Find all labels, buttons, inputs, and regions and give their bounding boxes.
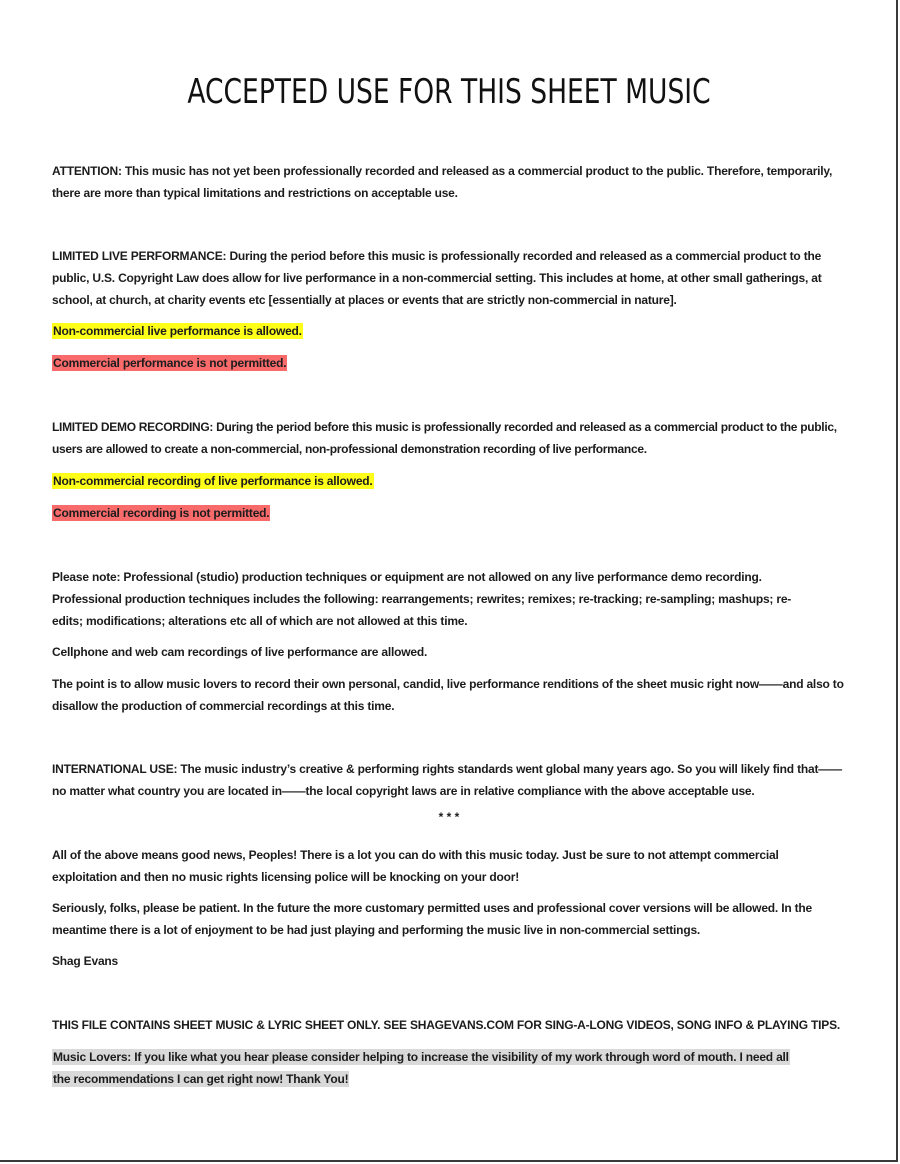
demo-recording-paragraph: LIMITED DEMO RECORDING: During the period before this music is professionally recorded and released as a commercial product to the public, users are allowed to create a non-commercial, non-professional demonstration recording of live performance.	[52, 420, 837, 456]
please-note-paragraph: Please note: Professional (studio) production techniques or equipment are not allowed on any live performance demo recording. Professional production techniques includes the following: rearrangements; rewrites; remixes; re-tracking; re-sampling; mashups; re-edits; modifications; alterations etc all of which are not allowed at this time.	[52, 570, 792, 628]
the-point-paragraph: The point is to allow music lovers to record their own personal, candid, live performance renditions of the sheet music right now——and also to disallow the production of commercial recordings at this time.	[52, 677, 844, 713]
recording-allowed-line	[52, 470, 852, 492]
signature: Shag Evans	[52, 954, 119, 968]
music-lovers-highlight: Music Lovers: If you like what you hear please consider helping to increase the visibility of my work through word of mouth. I need all the recommendations I can get right now! Thank You!	[53, 1050, 789, 1086]
page-title: ACCEPTED USE FOR THIS SHEET MUSIC	[187, 72, 711, 112]
international-use-paragraph: INTERNATIONAL USE: The music industry’s creative & performing rights standards went global many years ago. So you will likely find that——no matter what country you are located in——the local copyright laws are in relative compliance with the above acceptable use.	[52, 762, 842, 798]
cellphone-paragraph: Cellphone and web cam recordings of live performance are allowed.	[52, 645, 428, 659]
live-not-permitted-highlight: Commercial performance is not permitted.	[53, 356, 287, 370]
live-allowed-line	[52, 320, 852, 342]
recording-not-permitted-line	[52, 502, 852, 524]
live-not-permitted-line	[52, 352, 852, 374]
attention-paragraph: ATTENTION: This music has not yet been professionally recorded and released as a commercial product to the public. Therefore, temporarily, there are more than typical limitations and restrictions on acceptable use.	[52, 164, 833, 200]
seriously-paragraph: Seriously, folks, please be patient. In the future the more customary permitted uses and professional cover versions will be allowed. In the meantime there is a lot of enjoyment to be had just playing and performing the music live in non-commercial settings.	[52, 901, 812, 937]
live-allowed-highlight: Non-commercial live performance is allowed.	[53, 324, 302, 338]
live-performance-paragraph: LIMITED LIVE PERFORMANCE: During the period before this music is professionally recorded and released as a commercial product to the public, U.S. Copyright Law does allow for live performance in a non-commercial setting. This includes at home, at other small gatherings, at school, at church, at charity events etc [essentially at places or events that are strictly non-commercial in nature].	[52, 249, 822, 307]
good-news-paragraph: All of the above means good news, Peoples! There is a lot you can do with this music today. Just be sure to not attempt commercial exploitation and then no music rights licensing police will be knocking on your door!	[52, 848, 779, 884]
file-contains-notice: THIS FILE CONTAINS SHEET MUSIC & LYRIC SHEET ONLY. SEE SHAGEVANS.COM FOR SING-A-LONG VIDEOS, SONG INFO & PLAYING TIPS.	[52, 1018, 841, 1032]
music-lovers-paragraph	[52, 1046, 792, 1090]
recording-allowed-highlight: Non-commercial recording of live performance is allowed.	[53, 474, 373, 488]
recording-not-permitted-highlight: Commercial recording is not permitted.	[53, 506, 270, 520]
section-separator: * * *	[438, 810, 460, 824]
